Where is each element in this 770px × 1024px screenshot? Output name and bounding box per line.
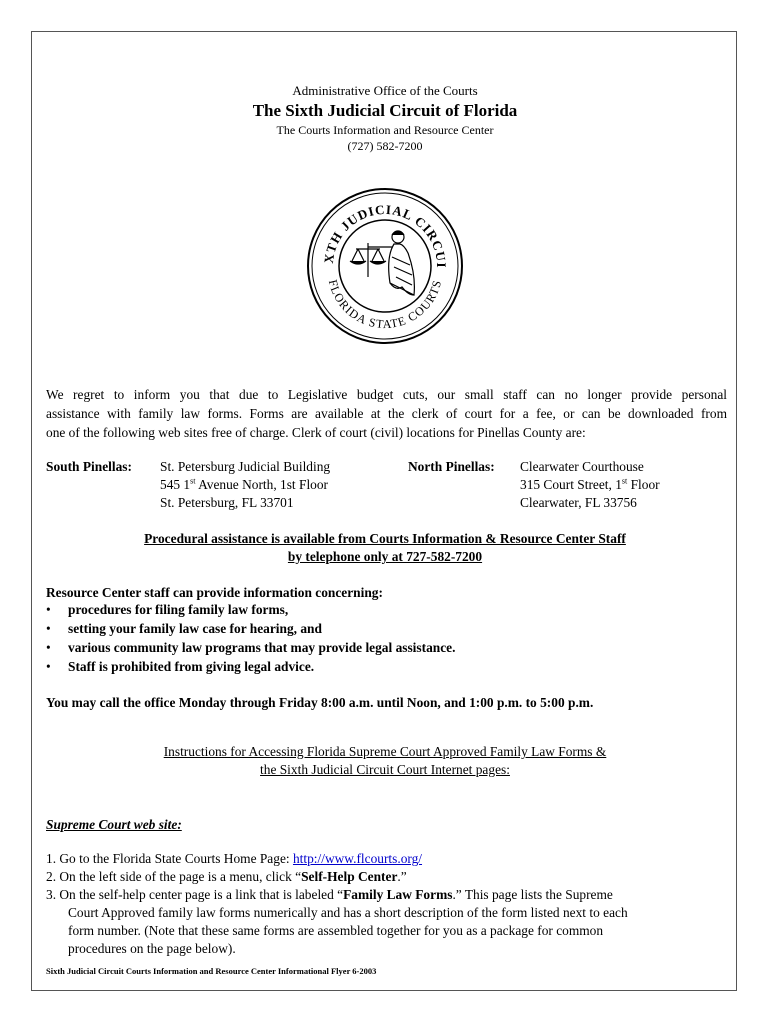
north-pinellas-label: North Pinellas: bbox=[408, 459, 495, 474]
bullet-icon: • bbox=[46, 602, 51, 617]
step-3-line-3: form number. (Note that these same forms are assembled together for you as a package for common bbox=[68, 923, 604, 938]
supreme-court-heading: Supreme Court web site: bbox=[46, 817, 182, 832]
intro-line-1: We regret to inform you that due to Legislative budget cuts, our small staff can no longer provide personal bbox=[46, 387, 727, 402]
step-3: 3. On the self-help center page is a link that is labeled “Family Law Forms.” This page lists the Supreme bbox=[46, 887, 613, 902]
bullet-icon: • bbox=[46, 640, 51, 655]
office-line: Administrative Office of the Courts bbox=[292, 83, 478, 98]
instructions-line-1: Instructions for Accessing Florida Supreme Court Approved Family Law Forms & bbox=[163, 744, 607, 759]
resource-heading: Resource Center staff can provide information concerning: bbox=[46, 585, 383, 600]
seal-bottom-text: FLORIDA STATE COURTS bbox=[325, 278, 445, 332]
phone-number: (727) 582-7200 bbox=[347, 139, 423, 153]
center-name: The Courts Information and Resource Center bbox=[276, 123, 494, 137]
intro-line-3: one of the following web sites free of charge. Clerk of court (civil) locations for Pinellas County are: bbox=[46, 425, 586, 440]
flcourts-link[interactable]: http://www.flcourts.org/ bbox=[292, 851, 423, 866]
south-line-1: St. Petersburg Judicial Building bbox=[160, 459, 331, 474]
court-seal bbox=[306, 187, 464, 345]
list-item: setting your family law case for hearing, and bbox=[68, 621, 322, 636]
procedural-line-2: by telephone only at 727-582-7200 bbox=[287, 549, 483, 564]
step-3-line-4: procedures on the page below). bbox=[68, 941, 236, 956]
south-line-3: St. Petersburg, FL 33701 bbox=[160, 495, 294, 510]
intro-line-2: assistance with family law forms. Forms are available at the clerk of court for a fee, or can be downloaded from bbox=[46, 406, 727, 421]
bullet-icon: • bbox=[46, 659, 51, 674]
step-1: 1. Go to the Florida State Courts Home Page: http://www.flcourts.org/ bbox=[46, 851, 423, 866]
north-line-1: Clearwater Courthouse bbox=[520, 459, 644, 474]
footer-text: Sixth Judicial Circuit Courts Information and Resource Center Informational Flyer 6-2003 bbox=[46, 966, 377, 976]
procedural-line-1: Procedural assistance is available from Courts Information & Resource Center Staff bbox=[144, 531, 626, 546]
north-line-3: Clearwater, FL 33756 bbox=[520, 495, 637, 510]
north-line-2: 315 Court Street, 1st Floor bbox=[520, 476, 660, 492]
south-line-2: 545 1st Avenue North, 1st Floor bbox=[160, 476, 329, 492]
step-3-line-2: Court Approved family law forms numerically and has a short description of the form listed next to each bbox=[68, 905, 628, 920]
seal-top-text: XTH JUDICIAL CIRCUI bbox=[320, 201, 450, 269]
page-title: The Sixth Judicial Circuit of Florida bbox=[252, 101, 518, 120]
step-2: 2. On the left side of the page is a menu, click “Self-Help Center.” bbox=[46, 869, 407, 884]
lady-justice-seal-icon bbox=[306, 187, 464, 345]
list-item: Staff is prohibited from giving legal advice. bbox=[68, 659, 315, 674]
list-item: various community law programs that may provide legal assistance. bbox=[68, 640, 456, 655]
instructions-line-2: the Sixth Judicial Circuit Court Internet pages: bbox=[260, 762, 510, 777]
office-hours: You may call the office Monday through Friday 8:00 a.m. until Noon, and 1:00 p.m. to 5:00 p.m. bbox=[46, 695, 594, 710]
bullet-icon: • bbox=[46, 621, 51, 636]
list-item: procedures for filing family law forms, bbox=[68, 602, 289, 617]
south-pinellas-label: South Pinellas: bbox=[46, 459, 132, 474]
